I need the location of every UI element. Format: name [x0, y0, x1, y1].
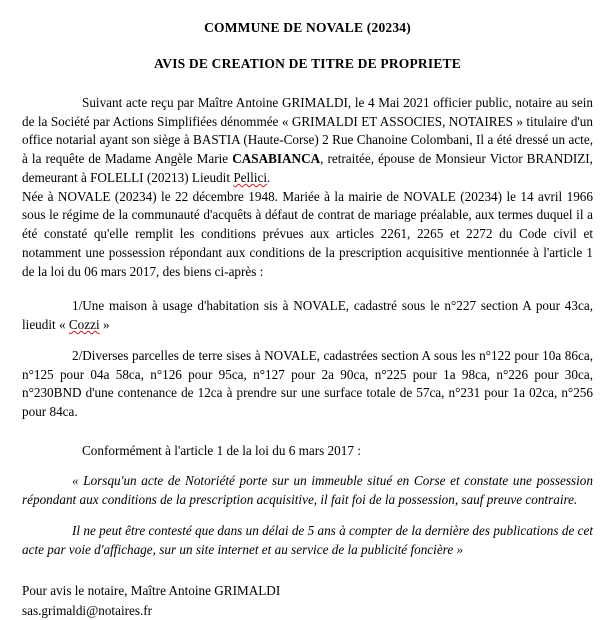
item1-seg2: » [99, 317, 110, 333]
contact-email: sas.grimaldi@notaires.fr [22, 602, 153, 618]
signature-line: Pour avis le notaire, Maître Antoine GRIMALDI [22, 583, 281, 599]
page-title: COMMUNE DE NOVALE (20234) [204, 20, 411, 35]
list-item-house [22, 297, 593, 334]
paragraph-quote-second: Il ne peut être contesté que dans un délai de 5 ans à compter de la dernière des publications de cet acte par voie d'affichage, sur un site internet et au service de la publicité foncière » [22, 522, 593, 557]
item1-seg1: 1/Une maison à usage d'habitation sis à NOVALE, cadastré sous le n°227 section A pour 43ca, lieudit « [22, 298, 593, 333]
paragraph-quote-first: « Lorsqu'un acte de Notoriété porte sur un immeuble situé en Corse et constate une possession répondant aux conditions de la prescription acquisitive, il fait foi de la possession, sauf preuve contraire. [22, 473, 593, 508]
paragraph-birth-marriage: Née à NOVALE (20234) le 22 décembre 1948. Mariée à la mairie de NOVALE (20234) le 14 avril 1966 sous le régime de la communauté d'acquêts à défaut de contrat de mariage préalable, aux termes duquel il a été constaté qu'elle remplit les conditions prévues aux articles 2261, 2265 et 2272 du Code civil et notamment une possession répondant aux conditions de la prescription acquisitive mentionnée à l'article 1 de la loi du 06 mars 2017, des biens ci-après : [22, 188, 593, 279]
document-body [22, 94, 593, 559]
list-item-parcels: 2/Diverses parcelles de terre sises à NOVALE, cadastrées section A sous les n°122 pour 10a 86ca, n°125 pour 04a 58ca, n°126 pour 95ca, n°127 pour 2a 90ca, n°225 pour 1a 98ca, n°226 pour 30ca, n°230BND d'une contenance de 12ca à prendre sur une surface totale de 57ca, n°231 pour 1a 02ca, n°256 pour 84ca. [22, 347, 593, 420]
document-footer [22, 581, 593, 619]
para1-seg2: , retraitée, épouse de Monsieur Victor BRANDIZI, demeurant à FOLELLI (20213) Lieudit [22, 151, 593, 185]
para1-spellcheck-word: Pellici [233, 169, 268, 185]
para1-seg3: . [267, 169, 271, 185]
paragraph-conformity: Conformément à l'article 1 de la loi du 6 mars 2017 : [82, 442, 361, 458]
page-subtitle: AVIS DE CREATION DE TITRE DE PROPRIETE [154, 56, 461, 71]
para1-name: CASABIANCA [232, 151, 321, 167]
paragraph-notary-act [22, 94, 593, 188]
para1-seg1: Suivant acte reçu par Maître Antoine GRIMALDI, le 4 Mai 2021 officier public, notaire au sein de la Société par Actions Simplifiées dénommée « GRIMALDI ET ASSOCIES, NOTAIRES » titulaire d'un office notarial ayant son siège à BASTIA (Haute-Corse) 2 Rue Chanoine Colombani, Il a été dressé un acte, à la requête de Madame Angèle Marie [22, 95, 593, 167]
item1-spellcheck-word: Cozzi [68, 317, 100, 333]
